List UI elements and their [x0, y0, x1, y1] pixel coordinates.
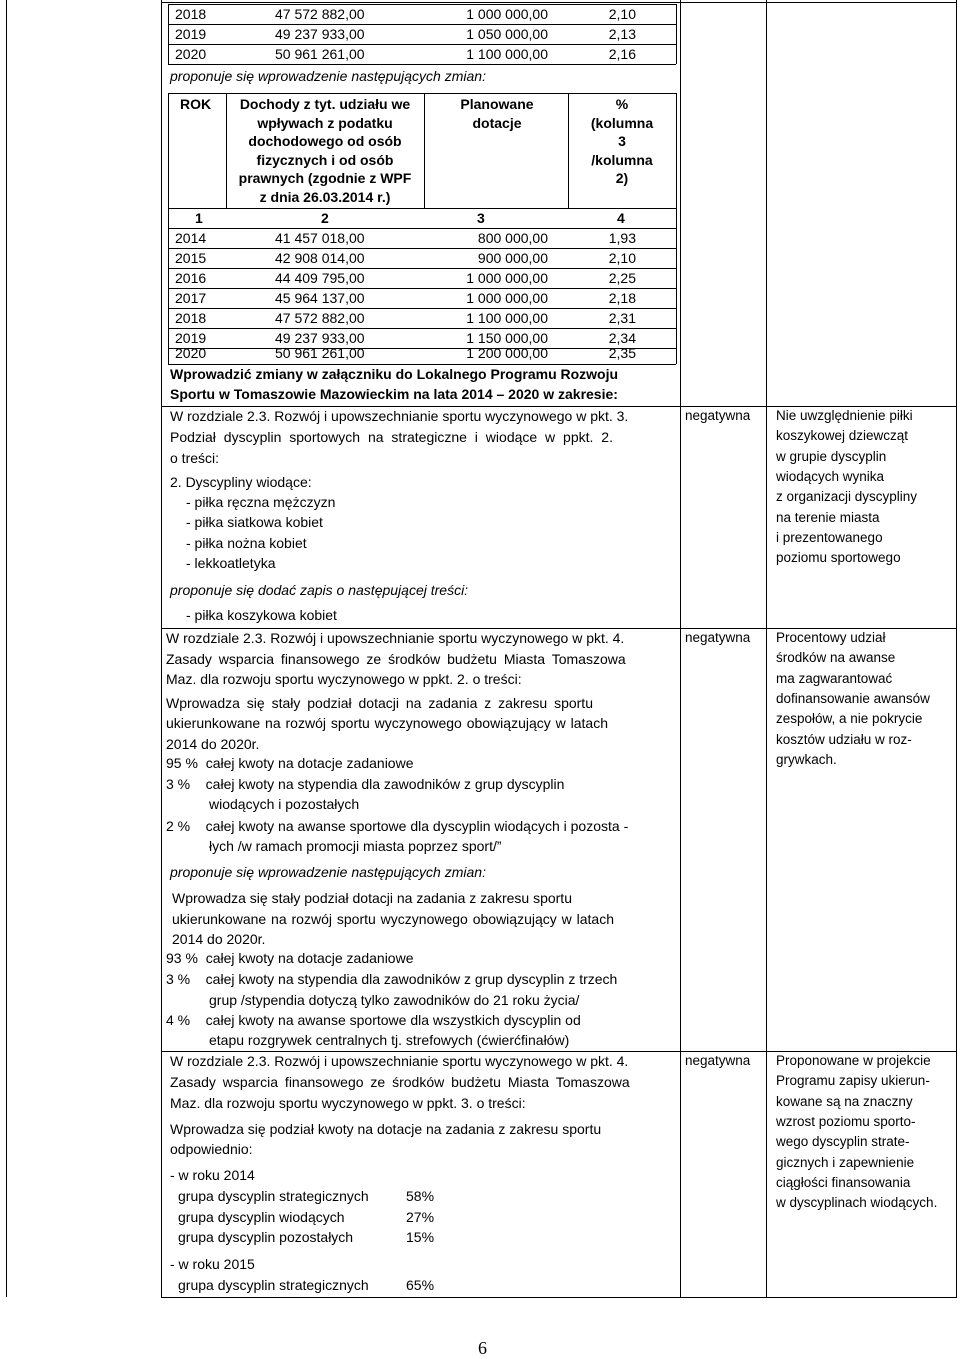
table-col-divider-1 — [680, 0, 681, 1297]
top-row-year: 2019 — [175, 26, 207, 42]
new-row-grant: 1 000 000,00 — [466, 270, 548, 286]
section2-item: 95 % całej kwoty na dotacje zadaniowe — [166, 755, 414, 771]
new-row-pct: 2,25 — [608, 270, 636, 286]
new-table-line — [168, 93, 169, 364]
section1-justification: na terenie miasta — [776, 509, 880, 525]
section3-text: W rozdziale 2.3. Rozwój i upowszechnianie sportu wyczynowego w pkt. 4. — [170, 1053, 629, 1069]
section2-justification: grywkach. — [776, 751, 837, 767]
section2-opinion: negatywna — [685, 630, 751, 645]
header-col2-line: fizycznych i od osób — [256, 151, 394, 168]
top-table-line — [168, 4, 169, 64]
section2-justification: środków na awanse — [776, 650, 896, 666]
header-col4-line: 2) — [615, 170, 629, 186]
new-row-income: 45 964 137,00 — [275, 290, 365, 306]
section3-justification: wzrost poziomu sporto- — [776, 1113, 916, 1129]
new-row-income: 47 572 882,00 — [275, 310, 365, 326]
new-row-income: 49 237 933,00 — [275, 330, 365, 346]
section1-opinion: negatywna — [685, 408, 751, 423]
section3-text: Zasady wsparcia finansowego ze środków budżetu Miasta Tomaszowa — [170, 1074, 630, 1090]
section3-justification: Programu zapisy ukierun- — [776, 1073, 930, 1089]
table-bottom-border — [161, 1297, 957, 1298]
group-value: 15% — [406, 1229, 435, 1245]
section1-list-item: - piłka nożna kobiet — [186, 535, 307, 551]
group-label: grupa dyscyplin strategicznych — [178, 1188, 369, 1204]
header-col4-line: % — [615, 96, 629, 112]
header-col2-line: wpływach z podatku — [257, 114, 393, 131]
section1-list-title: 2. Dyscypliny wiodące: — [170, 474, 312, 490]
section2-item: 3 % całej kwoty na stypendia dla zawodników z grup dyscyplin — [166, 776, 565, 792]
header-col2-line: Dochody z tyt. udziału we — [239, 96, 411, 112]
new-row-pct: 2,34 — [608, 330, 636, 346]
section2-justification: ma zagwarantować — [776, 670, 893, 686]
header-col3-line: Planowane — [460, 96, 534, 112]
header-col4-line: (kolumna — [590, 114, 654, 131]
new-table-line — [424, 93, 425, 208]
top-row-pct: 2,16 — [608, 46, 636, 62]
table-right-border — [956, 0, 957, 1297]
new-table-line — [168, 93, 676, 94]
section3-justification: gicznych i zapewnienie — [776, 1154, 915, 1170]
new-row-year: 2014 — [175, 230, 207, 246]
new-row-income: 42 908 014,00 — [275, 250, 365, 266]
section1-justification: z organizacji dyscypliny — [776, 489, 918, 505]
section1-text: o treści: — [170, 450, 220, 466]
header-col4-line: 3 — [618, 133, 626, 149]
section2-proposal: proponuje się wprowadzenie następujących zmian: — [170, 864, 486, 880]
section2-para: Wprowadza się stały podział dotacji na zadania z zakresu sportu — [166, 695, 593, 711]
section3-justification: wego dyscyplin strate- — [776, 1134, 910, 1150]
section3-text: Maz. dla rozwoju sportu wyczynowego w ppkt. 3. o treści: — [170, 1095, 526, 1111]
new-row-income: 41 457 018,00 — [275, 230, 365, 246]
section2-text: Maz. dla rozwoju sportu wyczynowego w ppkt. 2. o treści: — [166, 671, 522, 687]
change-heading: Wprowadzić zmiany w załączniku do Lokalnego Programu Rozwoju — [170, 366, 619, 382]
top-row-pct: 2,13 — [608, 26, 636, 42]
new-row-income: 50 961 261,00 — [275, 345, 365, 361]
section2-item: wiodących i pozostałych — [209, 796, 360, 812]
section3-year: - w roku 2015 — [170, 1256, 255, 1272]
section2-item2: 4 % całej kwoty na awanse sportowe dla wszystkich dyscyplin od — [166, 1012, 581, 1028]
section1-justification: wiodących wynika — [776, 468, 885, 484]
top-row-grant: 1 000 000,00 — [466, 6, 548, 22]
section3-justification: ciągłości finansowania — [776, 1174, 911, 1190]
top-row-year: 2020 — [175, 46, 207, 62]
section3-opinion: negatywna — [685, 1053, 751, 1068]
new-row-pct: 1,93 — [608, 230, 636, 246]
new-table-line — [226, 93, 227, 208]
new-row-year: 2017 — [175, 290, 207, 306]
section2-justification: kosztów udziału w roz- — [776, 731, 912, 747]
section3-para: Wprowadza się podział kwoty na dotacje na zadania z zakresu sportu — [170, 1121, 602, 1137]
section2-para2: ukierunkowane na rozwój sportu wyczynowego obowiązujący w latach — [172, 911, 615, 927]
section2-item: 2 % całej kwoty na awanse sportowe dla dyscyplin wiodących i pozosta - — [166, 818, 629, 834]
top-row-pct: 2,10 — [608, 6, 636, 22]
section2-item2: grup /stypendia dotyczą tylko zawodników do 21 roku życia/ — [209, 992, 580, 1008]
new-row-pct: 2,10 — [608, 250, 636, 266]
header-col2-line: z dnia 26.03.2014 r.) — [259, 188, 391, 205]
header-rok: ROK — [180, 96, 212, 112]
group-label: grupa dyscyplin wiodących — [178, 1209, 345, 1225]
section1-list-item: - lekkoatletyka — [186, 555, 276, 571]
section3-year: - w roku 2014 — [170, 1167, 255, 1183]
section3-para: odpowiednio: — [170, 1141, 253, 1157]
section1-list-item: - piłka siatkowa kobiet — [186, 514, 323, 530]
new-row-income: 44 409 795,00 — [275, 270, 365, 286]
new-row-pct: 2,31 — [608, 310, 636, 326]
left-page-rule — [6, 0, 7, 1297]
new-table-line — [568, 93, 569, 208]
table-col-divider-2 — [766, 0, 767, 1297]
top-row-grant: 1 100 000,00 — [466, 46, 548, 62]
header-col4-line: /kolumna — [591, 151, 653, 168]
table-left-border — [161, 0, 162, 1297]
new-row-pct: 2,35 — [608, 345, 636, 361]
col-number: 4 — [617, 210, 625, 226]
section1-justification: koszykowej dziewcząt — [776, 428, 909, 444]
section2-para: 2014 do 2020r. — [166, 736, 260, 752]
header-col2-line: prawnych (zgodnie z WPF — [238, 170, 412, 186]
page-number: 6 — [478, 1338, 487, 1358]
col-number: 3 — [477, 210, 485, 226]
section1-justification: poziomu sportowego — [776, 550, 901, 566]
section1-list-item: - piłka ręczna mężczyzn — [186, 494, 336, 510]
section1-justification: Nie uwzględnienie piłki — [776, 408, 913, 423]
section2-para2: Wprowadza się stały podział dotacji na zadania z zakresu sportu — [172, 890, 572, 906]
top-table-line — [676, 4, 677, 64]
new-row-year: 2019 — [175, 330, 207, 346]
new-row-pct: 2,18 — [608, 290, 636, 306]
header-col3-line: dotacje — [472, 114, 522, 131]
table-top-border — [161, 2, 957, 3]
section2-justification: dofinansowanie awansów — [776, 690, 930, 706]
section2-para2: 2014 do 2020r. — [172, 931, 266, 947]
section2-justification: Procentowy udział — [776, 630, 886, 645]
section1-justification: i prezentowanego — [776, 529, 883, 545]
new-table-line — [676, 93, 677, 364]
section2-item2: 3 % całej kwoty na stypendia dla zawodników z grup dyscyplin z trzech — [166, 971, 618, 987]
section2-para: ukierunkowane na rozwój sportu wyczynowego obowiązujący w latach — [166, 715, 609, 731]
section2-item2: etapu rozgrywek centralnych tj. strefowych (ćwierćfinałów) — [209, 1032, 570, 1048]
group-label: grupa dyscyplin pozostałych — [178, 1229, 354, 1245]
new-row-year: 2018 — [175, 310, 207, 326]
new-row-grant: 1 000 000,00 — [466, 290, 548, 306]
new-row-grant: 900 000,00 — [477, 250, 548, 266]
new-row-year: 2020 — [175, 345, 207, 361]
section1-proposal: proponuje się dodać zapis o następującej treści: — [170, 582, 469, 598]
group-label: grupa dyscyplin strategicznych — [178, 1277, 369, 1293]
top-row-year: 2018 — [175, 6, 207, 22]
group-value: 58% — [406, 1188, 435, 1204]
new-row-grant: 1 200 000,00 — [466, 345, 548, 361]
section1-text: W rozdziale 2.3. Rozwój i upowszechnianie sportu wyczynowego w pkt. 3. — [170, 408, 629, 424]
section3-justification: w dyscyplinach wiodących. — [776, 1195, 938, 1211]
section2-item: łych /w ramach promocji miasta poprzez sport/” — [209, 838, 502, 854]
group-value: 65% — [406, 1277, 435, 1293]
new-row-grant: 1 150 000,00 — [466, 330, 548, 346]
top-table-line — [168, 64, 676, 65]
section2-justification: zespołów, a nie pokrycie — [776, 711, 923, 727]
new-row-grant: 800 000,00 — [477, 230, 548, 246]
section1-justification: w grupie dyscyplin — [776, 448, 887, 464]
top-row-grant: 1 050 000,00 — [466, 26, 548, 42]
new-table-line — [168, 208, 676, 209]
top-row-income: 47 572 882,00 — [275, 6, 365, 22]
change-heading: Sportu w Tomaszowie Mazowieckim na lata 2014 – 2020 w zakresie: — [170, 386, 618, 402]
section3-justification: kowane są na znaczny — [776, 1093, 913, 1109]
proposal-text: proponuje się wprowadzenie następujących zmian: — [170, 68, 486, 84]
group-value: 27% — [406, 1209, 435, 1225]
new-row-year: 2015 — [175, 250, 207, 266]
top-row-income: 49 237 933,00 — [275, 26, 365, 42]
section1-text: Podział dyscyplin sportowych na strategiczne i wiodące w ppkt. 2. — [170, 429, 613, 445]
new-row-year: 2016 — [175, 270, 207, 286]
new-row-grant: 1 100 000,00 — [466, 310, 548, 326]
col-number: 1 — [195, 210, 203, 226]
section1-added: - piłka koszykowa kobiet — [186, 607, 337, 623]
header-col2-line: dochodowego od osób — [248, 133, 402, 149]
section2-item2: 93 % całej kwoty na dotacje zadaniowe — [166, 950, 414, 966]
top-row-income: 50 961 261,00 — [275, 46, 365, 62]
col-number: 2 — [321, 210, 329, 226]
section2-text: W rozdziale 2.3. Rozwój i upowszechnianie sportu wyczynowego w pkt. 4. — [166, 630, 625, 646]
section2-text: Zasady wsparcia finansowego ze środków budżetu Miasta Tomaszowa — [166, 651, 626, 667]
section3-justification: Proponowane w projekcie — [776, 1053, 931, 1068]
